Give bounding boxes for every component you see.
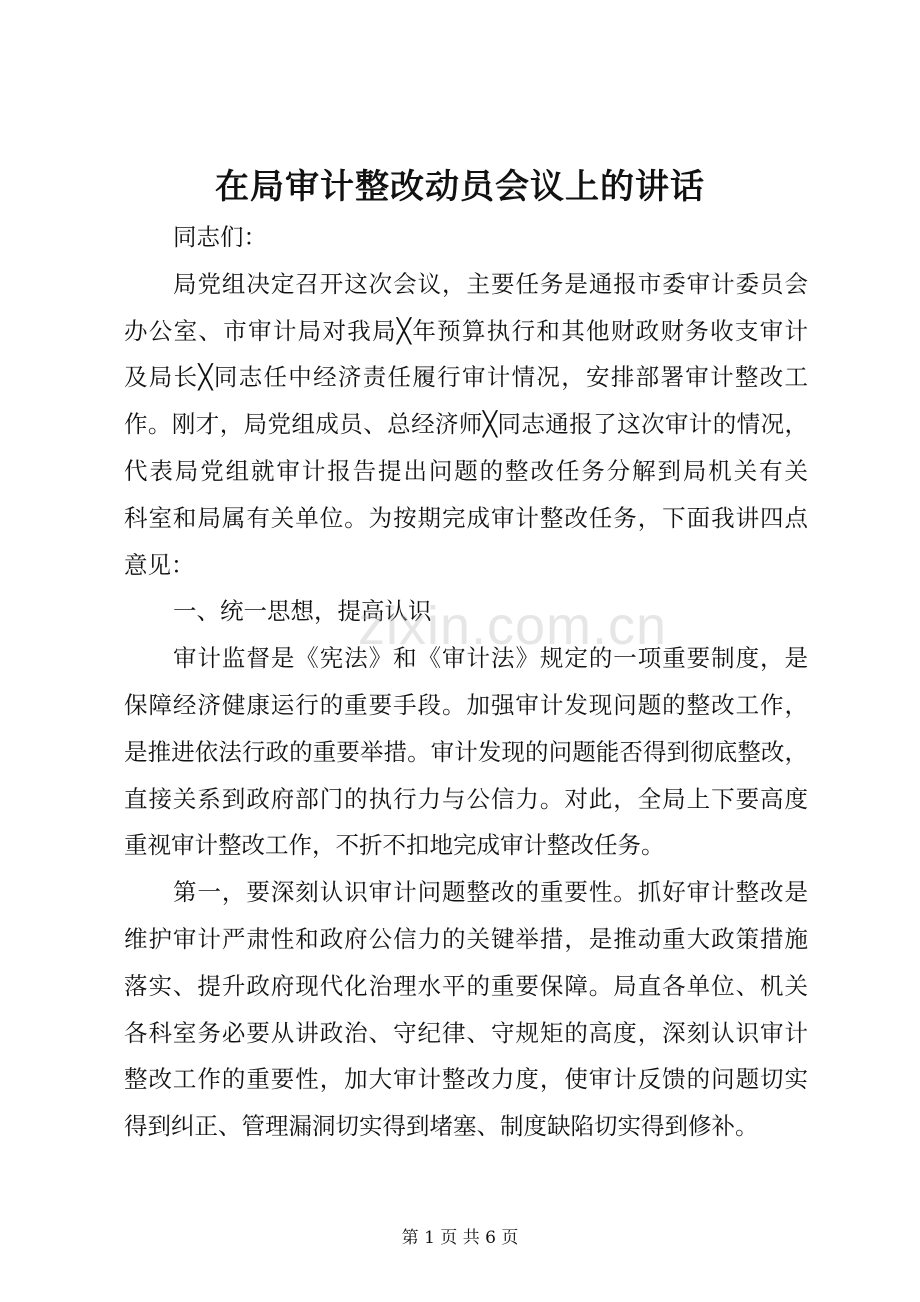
paragraph-line: 意见： (124, 550, 195, 579)
paragraph-line: 第一，要深刻认识审计问题整改的重要性。抓好审计整改是 (173, 878, 808, 907)
paragraph-line: 及局长╳同志任中经济责任履行审计情况，安排部署审计整改工 (124, 363, 808, 392)
paragraph-line: 作。刚才，局党组成员、总经济师╳同志通报了这次审计的情况， (124, 410, 808, 439)
paragraph-line: 维护审计严肃性和政府公信力的关键举措，是推动重大政策措施 (124, 924, 808, 953)
paragraph-line: 保障经济健康运行的重要手段。加强审计发现问题的整改工作， (124, 690, 808, 719)
salutation-line: 同志们： (173, 223, 267, 251)
paragraph-line: 各科室务必要从讲政治、守纪律、守规矩的高度，深刻认识审计 (124, 1018, 808, 1047)
document-body (124, 214, 808, 1150)
paragraph-line: 代表局党组就审计报告提出问题的整改任务分解到局机关有关 (124, 456, 808, 485)
page-footer: 第 1 页 共 6 页 (401, 1228, 519, 1248)
watermark: zixin.com.cn (358, 596, 668, 656)
section-heading: 一、统一思想，提高认识 (173, 597, 432, 626)
paragraph-line: 是推进依法行政的重要举措。审计发现的问题能否得到彻底整改， (124, 737, 808, 766)
paragraph-line: 科室和局属有关单位。为按期完成审计整改任务，下面我讲四点 (124, 503, 808, 532)
paragraph-line: 局党组决定召开这次会议，主要任务是通报市委审计委员会 (173, 269, 808, 298)
paragraph-line: 审计监督是《宪法》和《审计法》规定的一项重要制度，是 (173, 644, 808, 673)
paragraph-line: 整改工作的重要性，加大审计整改力度，使审计反馈的问题切实 (124, 1065, 808, 1094)
paragraph-line: 得到纠正、管理漏洞切实得到堵塞、制度缺陷切实得到修补。 (124, 1112, 759, 1141)
document-title: 在局审计整改动员会议上的讲话 (215, 167, 705, 207)
paragraph-line: 直接关系到政府部门的执行力与公信力。对此，全局上下要高度 (124, 784, 808, 813)
paragraph-line: 落实、提升政府现代化治理水平的重要保障。局直各单位、机关 (124, 971, 808, 1000)
paragraph-line: 重视审计整改工作，不折不扣地完成审计整改任务。 (124, 831, 665, 860)
paragraph-line: 办公室、市审计局对我局╳年预算执行和其他财政财务收支审计 (124, 316, 808, 345)
